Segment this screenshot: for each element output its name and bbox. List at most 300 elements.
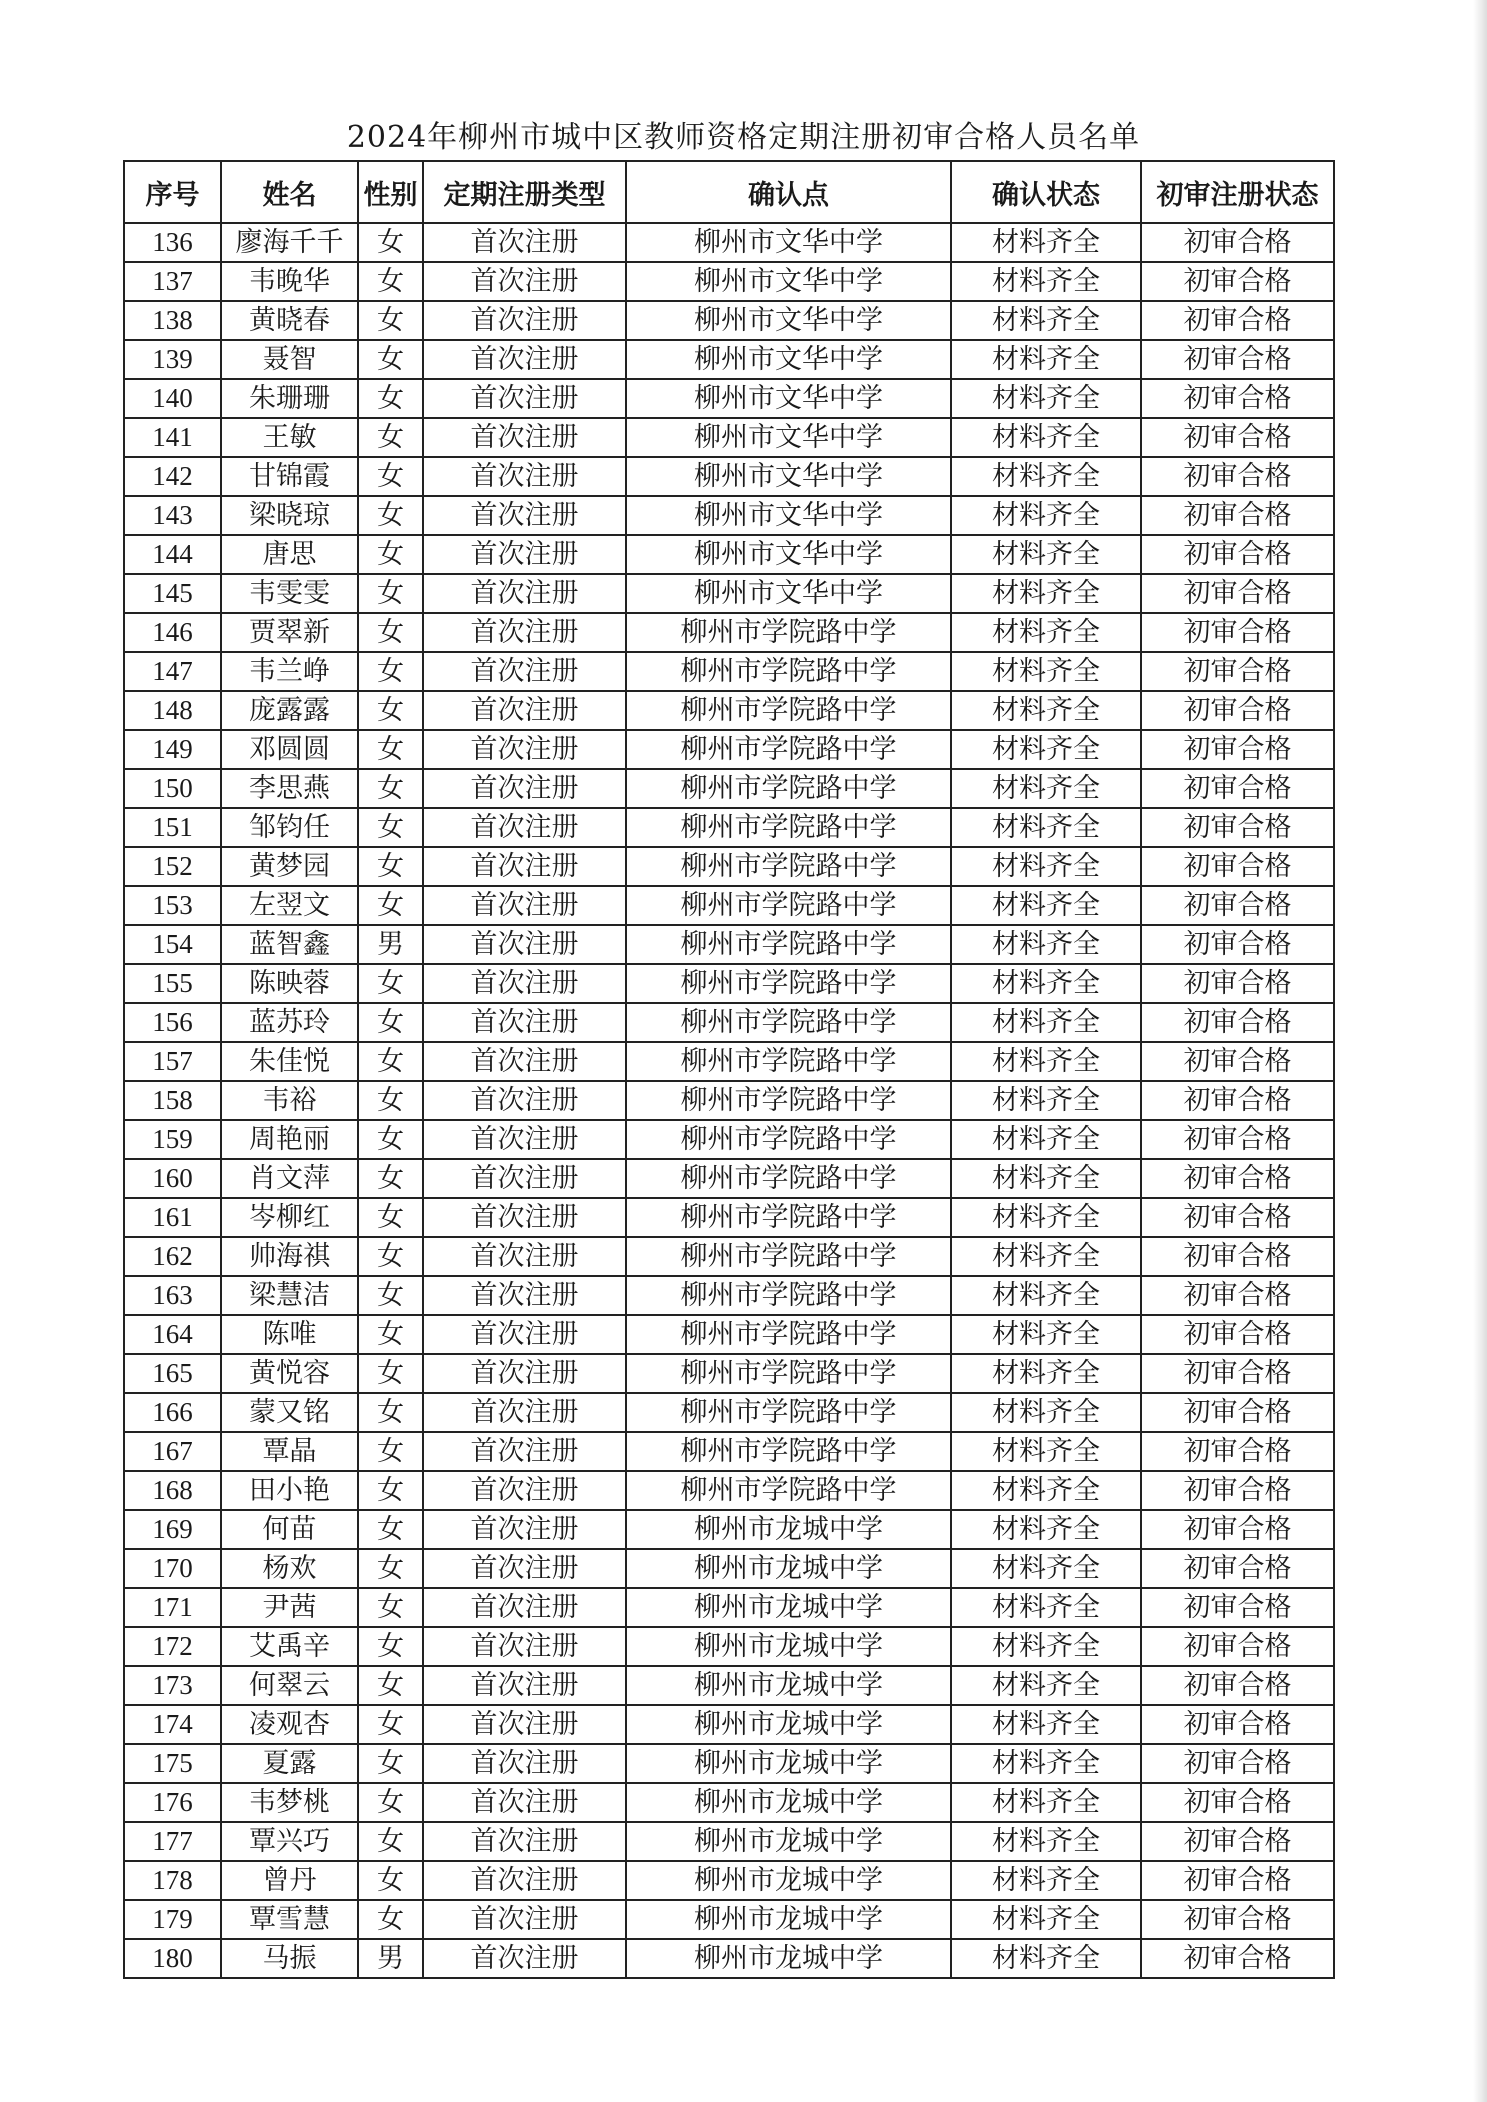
gender-cell: 女 bbox=[358, 1900, 423, 1939]
table-row bbox=[124, 418, 1334, 457]
registration-type-cell: 首次注册 bbox=[423, 613, 626, 652]
confirmation-status-cell: 材料齐全 bbox=[951, 1003, 1141, 1042]
confirmation-status-cell: 材料齐全 bbox=[951, 652, 1141, 691]
registration-type-cell: 首次注册 bbox=[423, 1939, 626, 1978]
confirmation-status-cell: 材料齐全 bbox=[951, 1900, 1141, 1939]
registration-type-cell: 首次注册 bbox=[423, 1432, 626, 1471]
gender-cell: 女 bbox=[358, 1744, 423, 1783]
review-status-cell: 初审合格 bbox=[1141, 691, 1334, 730]
header-registration-type: 定期注册类型 bbox=[423, 161, 626, 223]
gender-cell: 女 bbox=[358, 964, 423, 1003]
confirmation-status-cell: 材料齐全 bbox=[951, 691, 1141, 730]
serial-number-cell: 161 bbox=[124, 1198, 221, 1237]
gender-cell: 女 bbox=[358, 1120, 423, 1159]
registration-type-cell: 首次注册 bbox=[423, 1003, 626, 1042]
serial-number-cell: 148 bbox=[124, 691, 221, 730]
review-status-cell: 初审合格 bbox=[1141, 1432, 1334, 1471]
confirmation-status-cell: 材料齐全 bbox=[951, 223, 1141, 262]
confirmation-site-cell: 柳州市学院路中学 bbox=[626, 1081, 951, 1120]
confirmation-status-cell: 材料齐全 bbox=[951, 1471, 1141, 1510]
table-row bbox=[124, 1666, 1334, 1705]
review-status-cell: 初审合格 bbox=[1141, 1783, 1334, 1822]
registration-type-cell: 首次注册 bbox=[423, 652, 626, 691]
name-cell: 蓝苏玲 bbox=[221, 1003, 358, 1042]
serial-number-cell: 149 bbox=[124, 730, 221, 769]
registration-type-cell: 首次注册 bbox=[423, 691, 626, 730]
review-status-cell: 初审合格 bbox=[1141, 379, 1334, 418]
gender-cell: 女 bbox=[358, 1354, 423, 1393]
document-title: 2024年柳州市城中区教师资格定期注册初审合格人员名单 bbox=[346, 120, 1141, 155]
confirmation-status-cell: 材料齐全 bbox=[951, 1744, 1141, 1783]
review-status-cell: 初审合格 bbox=[1141, 1315, 1334, 1354]
confirmation-status-cell: 材料齐全 bbox=[951, 886, 1141, 925]
gender-cell: 女 bbox=[358, 886, 423, 925]
table-row bbox=[124, 574, 1334, 613]
registration-type-cell: 首次注册 bbox=[423, 1081, 626, 1120]
name-cell: 覃雪慧 bbox=[221, 1900, 358, 1939]
name-cell: 王敏 bbox=[221, 418, 358, 457]
name-cell: 何翠云 bbox=[221, 1666, 358, 1705]
confirmation-status-cell: 材料齐全 bbox=[951, 730, 1141, 769]
confirmation-status-cell: 材料齐全 bbox=[951, 1666, 1141, 1705]
registration-type-cell: 首次注册 bbox=[423, 1237, 626, 1276]
header-gender: 性别 bbox=[358, 161, 423, 223]
confirmation-status-cell: 材料齐全 bbox=[951, 1549, 1141, 1588]
serial-number-cell: 162 bbox=[124, 1237, 221, 1276]
name-cell: 庞露露 bbox=[221, 691, 358, 730]
confirmation-site-cell: 柳州市龙城中学 bbox=[626, 1588, 951, 1627]
review-status-cell: 初审合格 bbox=[1141, 1510, 1334, 1549]
name-cell: 朱珊珊 bbox=[221, 379, 358, 418]
serial-number-cell: 151 bbox=[124, 808, 221, 847]
serial-number-cell: 166 bbox=[124, 1393, 221, 1432]
review-status-cell: 初审合格 bbox=[1141, 457, 1334, 496]
table-row bbox=[124, 1237, 1334, 1276]
serial-number-cell: 158 bbox=[124, 1081, 221, 1120]
confirmation-status-cell: 材料齐全 bbox=[951, 535, 1141, 574]
table-row bbox=[124, 340, 1334, 379]
confirmation-status-cell: 材料齐全 bbox=[951, 1042, 1141, 1081]
confirmation-site-cell: 柳州市龙城中学 bbox=[626, 1666, 951, 1705]
confirmation-status-cell: 材料齐全 bbox=[951, 1081, 1141, 1120]
name-cell: 岑柳红 bbox=[221, 1198, 358, 1237]
registration-type-cell: 首次注册 bbox=[423, 1666, 626, 1705]
name-cell: 杨欢 bbox=[221, 1549, 358, 1588]
confirmation-status-cell: 材料齐全 bbox=[951, 964, 1141, 1003]
confirmation-site-cell: 柳州市学院路中学 bbox=[626, 1198, 951, 1237]
review-status-cell: 初审合格 bbox=[1141, 1705, 1334, 1744]
name-cell: 蒙又铭 bbox=[221, 1393, 358, 1432]
confirmation-site-cell: 柳州市龙城中学 bbox=[626, 1627, 951, 1666]
table-row bbox=[124, 1120, 1334, 1159]
gender-cell: 女 bbox=[358, 1822, 423, 1861]
confirmation-site-cell: 柳州市学院路中学 bbox=[626, 1159, 951, 1198]
confirmation-status-cell: 材料齐全 bbox=[951, 613, 1141, 652]
confirmation-site-cell: 柳州市文华中学 bbox=[626, 457, 951, 496]
registration-type-cell: 首次注册 bbox=[423, 262, 626, 301]
confirmation-site-cell: 柳州市龙城中学 bbox=[626, 1822, 951, 1861]
registration-type-cell: 首次注册 bbox=[423, 379, 626, 418]
confirmation-site-cell: 柳州市龙城中学 bbox=[626, 1744, 951, 1783]
header-name: 姓名 bbox=[221, 161, 358, 223]
gender-cell: 女 bbox=[358, 418, 423, 457]
gender-cell: 女 bbox=[358, 340, 423, 379]
gender-cell: 女 bbox=[358, 769, 423, 808]
header-confirmation-site: 确认点 bbox=[626, 161, 951, 223]
table-row bbox=[124, 1471, 1334, 1510]
name-cell: 甘锦霞 bbox=[221, 457, 358, 496]
registration-type-cell: 首次注册 bbox=[423, 1159, 626, 1198]
name-cell: 夏露 bbox=[221, 1744, 358, 1783]
header-row bbox=[124, 161, 1334, 223]
gender-cell: 女 bbox=[358, 1432, 423, 1471]
table-row bbox=[124, 1861, 1334, 1900]
confirmation-status-cell: 材料齐全 bbox=[951, 1237, 1141, 1276]
name-cell: 李思燕 bbox=[221, 769, 358, 808]
table-row bbox=[124, 1939, 1334, 1978]
registration-type-cell: 首次注册 bbox=[423, 1822, 626, 1861]
confirmation-site-cell: 柳州市学院路中学 bbox=[626, 1003, 951, 1042]
review-status-cell: 初审合格 bbox=[1141, 1822, 1334, 1861]
registration-type-cell: 首次注册 bbox=[423, 730, 626, 769]
table-body bbox=[124, 223, 1334, 1978]
registration-type-cell: 首次注册 bbox=[423, 1198, 626, 1237]
serial-number-cell: 168 bbox=[124, 1471, 221, 1510]
review-status-cell: 初审合格 bbox=[1141, 418, 1334, 457]
review-status-cell: 初审合格 bbox=[1141, 1198, 1334, 1237]
confirmation-site-cell: 柳州市龙城中学 bbox=[626, 1510, 951, 1549]
serial-number-cell: 173 bbox=[124, 1666, 221, 1705]
review-status-cell: 初审合格 bbox=[1141, 535, 1334, 574]
table-row bbox=[124, 886, 1334, 925]
gender-cell: 女 bbox=[358, 1627, 423, 1666]
review-status-cell: 初审合格 bbox=[1141, 1549, 1334, 1588]
gender-cell: 女 bbox=[358, 1549, 423, 1588]
confirmation-status-cell: 材料齐全 bbox=[951, 379, 1141, 418]
table-row bbox=[124, 301, 1334, 340]
confirmation-site-cell: 柳州市文华中学 bbox=[626, 574, 951, 613]
confirmation-site-cell: 柳州市龙城中学 bbox=[626, 1861, 951, 1900]
header-confirmation-status: 确认状态 bbox=[951, 161, 1141, 223]
confirmation-status-cell: 材料齐全 bbox=[951, 808, 1141, 847]
table-row bbox=[124, 457, 1334, 496]
name-cell: 左翌文 bbox=[221, 886, 358, 925]
review-status-cell: 初审合格 bbox=[1141, 1393, 1334, 1432]
review-status-cell: 初审合格 bbox=[1141, 340, 1334, 379]
confirmation-site-cell: 柳州市学院路中学 bbox=[626, 1315, 951, 1354]
confirmation-site-cell: 柳州市文华中学 bbox=[626, 223, 951, 262]
registration-type-cell: 首次注册 bbox=[423, 1276, 626, 1315]
confirmation-site-cell: 柳州市学院路中学 bbox=[626, 730, 951, 769]
serial-number-cell: 176 bbox=[124, 1783, 221, 1822]
confirmation-site-cell: 柳州市学院路中学 bbox=[626, 886, 951, 925]
gender-cell: 女 bbox=[358, 1042, 423, 1081]
name-cell: 尹茜 bbox=[221, 1588, 358, 1627]
confirmation-site-cell: 柳州市龙城中学 bbox=[626, 1783, 951, 1822]
confirmation-site-cell: 柳州市龙城中学 bbox=[626, 1705, 951, 1744]
name-cell: 陈映蓉 bbox=[221, 964, 358, 1003]
scan-edge-shadow bbox=[1473, 0, 1487, 2102]
table-row bbox=[124, 964, 1334, 1003]
gender-cell: 女 bbox=[358, 1588, 423, 1627]
confirmation-site-cell: 柳州市文华中学 bbox=[626, 535, 951, 574]
name-cell: 韦梦桃 bbox=[221, 1783, 358, 1822]
review-status-cell: 初审合格 bbox=[1141, 223, 1334, 262]
review-status-cell: 初审合格 bbox=[1141, 1588, 1334, 1627]
confirmation-site-cell: 柳州市龙城中学 bbox=[626, 1549, 951, 1588]
confirmation-site-cell: 柳州市文华中学 bbox=[626, 379, 951, 418]
table-row bbox=[124, 1510, 1334, 1549]
confirmation-site-cell: 柳州市学院路中学 bbox=[626, 1393, 951, 1432]
review-status-cell: 初审合格 bbox=[1141, 1276, 1334, 1315]
gender-cell: 女 bbox=[358, 574, 423, 613]
review-status-cell: 初审合格 bbox=[1141, 1939, 1334, 1978]
table-row bbox=[124, 262, 1334, 301]
table-row bbox=[124, 1354, 1334, 1393]
confirmation-status-cell: 材料齐全 bbox=[951, 574, 1141, 613]
confirmation-site-cell: 柳州市文华中学 bbox=[626, 418, 951, 457]
serial-number-cell: 163 bbox=[124, 1276, 221, 1315]
serial-number-cell: 142 bbox=[124, 457, 221, 496]
serial-number-cell: 170 bbox=[124, 1549, 221, 1588]
table-row bbox=[124, 379, 1334, 418]
serial-number-cell: 157 bbox=[124, 1042, 221, 1081]
review-status-cell: 初审合格 bbox=[1141, 730, 1334, 769]
gender-cell: 女 bbox=[358, 1861, 423, 1900]
registration-type-cell: 首次注册 bbox=[423, 418, 626, 457]
serial-number-cell: 172 bbox=[124, 1627, 221, 1666]
review-status-cell: 初审合格 bbox=[1141, 1471, 1334, 1510]
name-cell: 梁晓琼 bbox=[221, 496, 358, 535]
table-row bbox=[124, 1042, 1334, 1081]
review-status-cell: 初审合格 bbox=[1141, 1861, 1334, 1900]
confirmation-site-cell: 柳州市学院路中学 bbox=[626, 691, 951, 730]
review-status-cell: 初审合格 bbox=[1141, 1003, 1334, 1042]
confirmation-status-cell: 材料齐全 bbox=[951, 1276, 1141, 1315]
name-cell: 肖文萍 bbox=[221, 1159, 358, 1198]
name-cell: 邓圆圆 bbox=[221, 730, 358, 769]
registration-type-cell: 首次注册 bbox=[423, 1861, 626, 1900]
name-cell: 朱佳悦 bbox=[221, 1042, 358, 1081]
confirmation-site-cell: 柳州市学院路中学 bbox=[626, 613, 951, 652]
serial-number-cell: 138 bbox=[124, 301, 221, 340]
table-row bbox=[124, 925, 1334, 964]
gender-cell: 女 bbox=[358, 1003, 423, 1042]
gender-cell: 女 bbox=[358, 223, 423, 262]
registration-type-cell: 首次注册 bbox=[423, 1744, 626, 1783]
gender-cell: 女 bbox=[358, 1237, 423, 1276]
table-row bbox=[124, 1744, 1334, 1783]
gender-cell: 女 bbox=[358, 808, 423, 847]
review-status-cell: 初审合格 bbox=[1141, 886, 1334, 925]
name-cell: 廖海千千 bbox=[221, 223, 358, 262]
confirmation-site-cell: 柳州市学院路中学 bbox=[626, 1276, 951, 1315]
registration-type-cell: 首次注册 bbox=[423, 925, 626, 964]
review-status-cell: 初审合格 bbox=[1141, 1900, 1334, 1939]
gender-cell: 女 bbox=[358, 847, 423, 886]
confirmation-site-cell: 柳州市文华中学 bbox=[626, 496, 951, 535]
confirmation-status-cell: 材料齐全 bbox=[951, 847, 1141, 886]
table-row bbox=[124, 223, 1334, 262]
confirmation-status-cell: 材料齐全 bbox=[951, 340, 1141, 379]
review-status-cell: 初审合格 bbox=[1141, 1159, 1334, 1198]
serial-number-cell: 147 bbox=[124, 652, 221, 691]
review-status-cell: 初审合格 bbox=[1141, 1666, 1334, 1705]
gender-cell: 女 bbox=[358, 496, 423, 535]
registration-type-cell: 首次注册 bbox=[423, 1900, 626, 1939]
serial-number-cell: 180 bbox=[124, 1939, 221, 1978]
gender-cell: 女 bbox=[358, 1276, 423, 1315]
confirmation-status-cell: 材料齐全 bbox=[951, 496, 1141, 535]
table-row bbox=[124, 1588, 1334, 1627]
confirmation-site-cell: 柳州市学院路中学 bbox=[626, 1471, 951, 1510]
name-cell: 韦兰峥 bbox=[221, 652, 358, 691]
registration-type-cell: 首次注册 bbox=[423, 1627, 626, 1666]
table-row bbox=[124, 1432, 1334, 1471]
name-cell: 黄晓春 bbox=[221, 301, 358, 340]
review-status-cell: 初审合格 bbox=[1141, 1042, 1334, 1081]
registration-type-cell: 首次注册 bbox=[423, 1354, 626, 1393]
confirmation-site-cell: 柳州市学院路中学 bbox=[626, 652, 951, 691]
gender-cell: 女 bbox=[358, 535, 423, 574]
gender-cell: 女 bbox=[358, 1510, 423, 1549]
name-cell: 曾丹 bbox=[221, 1861, 358, 1900]
table-row bbox=[124, 1159, 1334, 1198]
review-status-cell: 初审合格 bbox=[1141, 808, 1334, 847]
name-cell: 黄悦容 bbox=[221, 1354, 358, 1393]
table-row bbox=[124, 1549, 1334, 1588]
gender-cell: 女 bbox=[358, 301, 423, 340]
confirmation-status-cell: 材料齐全 bbox=[951, 1198, 1141, 1237]
table-row bbox=[124, 1276, 1334, 1315]
review-status-cell: 初审合格 bbox=[1141, 262, 1334, 301]
registration-type-cell: 首次注册 bbox=[423, 964, 626, 1003]
review-status-cell: 初审合格 bbox=[1141, 1354, 1334, 1393]
name-cell: 蓝智鑫 bbox=[221, 925, 358, 964]
gender-cell: 女 bbox=[358, 379, 423, 418]
table-row bbox=[124, 730, 1334, 769]
confirmation-status-cell: 材料齐全 bbox=[951, 1315, 1141, 1354]
name-cell: 邹钧任 bbox=[221, 808, 358, 847]
serial-number-cell: 171 bbox=[124, 1588, 221, 1627]
registration-type-cell: 首次注册 bbox=[423, 1510, 626, 1549]
confirmation-status-cell: 材料齐全 bbox=[951, 1354, 1141, 1393]
serial-number-cell: 164 bbox=[124, 1315, 221, 1354]
name-cell: 梁慧洁 bbox=[221, 1276, 358, 1315]
table-row bbox=[124, 496, 1334, 535]
confirmation-status-cell: 材料齐全 bbox=[951, 1510, 1141, 1549]
name-cell: 何苗 bbox=[221, 1510, 358, 1549]
gender-cell: 男 bbox=[358, 925, 423, 964]
table-row bbox=[124, 1393, 1334, 1432]
confirmation-status-cell: 材料齐全 bbox=[951, 1822, 1141, 1861]
name-cell: 田小艳 bbox=[221, 1471, 358, 1510]
review-status-cell: 初审合格 bbox=[1141, 1744, 1334, 1783]
gender-cell: 女 bbox=[358, 1705, 423, 1744]
serial-number-cell: 156 bbox=[124, 1003, 221, 1042]
registration-type-cell: 首次注册 bbox=[423, 535, 626, 574]
serial-number-cell: 140 bbox=[124, 379, 221, 418]
registration-type-cell: 首次注册 bbox=[423, 1549, 626, 1588]
gender-cell: 女 bbox=[358, 1198, 423, 1237]
name-cell: 凌观杏 bbox=[221, 1705, 358, 1744]
confirmation-status-cell: 材料齐全 bbox=[951, 1783, 1141, 1822]
serial-number-cell: 154 bbox=[124, 925, 221, 964]
name-cell: 聂智 bbox=[221, 340, 358, 379]
registration-type-cell: 首次注册 bbox=[423, 769, 626, 808]
name-cell: 陈唯 bbox=[221, 1315, 358, 1354]
registration-type-cell: 首次注册 bbox=[423, 574, 626, 613]
review-status-cell: 初审合格 bbox=[1141, 847, 1334, 886]
review-status-cell: 初审合格 bbox=[1141, 652, 1334, 691]
confirmation-status-cell: 材料齐全 bbox=[951, 1159, 1141, 1198]
confirmation-site-cell: 柳州市学院路中学 bbox=[626, 1042, 951, 1081]
serial-number-cell: 178 bbox=[124, 1861, 221, 1900]
table-row bbox=[124, 1900, 1334, 1939]
gender-cell: 女 bbox=[358, 1393, 423, 1432]
table-row bbox=[124, 691, 1334, 730]
gender-cell: 女 bbox=[358, 1471, 423, 1510]
serial-number-cell: 155 bbox=[124, 964, 221, 1003]
table-row bbox=[124, 1822, 1334, 1861]
registration-type-cell: 首次注册 bbox=[423, 847, 626, 886]
gender-cell: 男 bbox=[358, 1939, 423, 1978]
registration-type-cell: 首次注册 bbox=[423, 1120, 626, 1159]
name-cell: 黄梦园 bbox=[221, 847, 358, 886]
registration-type-cell: 首次注册 bbox=[423, 496, 626, 535]
review-status-cell: 初审合格 bbox=[1141, 964, 1334, 1003]
header-serial-number: 序号 bbox=[124, 161, 221, 223]
confirmation-site-cell: 柳州市学院路中学 bbox=[626, 964, 951, 1003]
registration-type-cell: 首次注册 bbox=[423, 301, 626, 340]
confirmation-site-cell: 柳州市文华中学 bbox=[626, 262, 951, 301]
serial-number-cell: 144 bbox=[124, 535, 221, 574]
serial-number-cell: 150 bbox=[124, 769, 221, 808]
confirmation-status-cell: 材料齐全 bbox=[951, 1627, 1141, 1666]
table-header bbox=[124, 161, 1334, 223]
serial-number-cell: 167 bbox=[124, 1432, 221, 1471]
review-status-cell: 初审合格 bbox=[1141, 574, 1334, 613]
review-status-cell: 初审合格 bbox=[1141, 925, 1334, 964]
serial-number-cell: 174 bbox=[124, 1705, 221, 1744]
gender-cell: 女 bbox=[358, 1315, 423, 1354]
confirmation-site-cell: 柳州市学院路中学 bbox=[626, 925, 951, 964]
table-row bbox=[124, 1705, 1334, 1744]
review-status-cell: 初审合格 bbox=[1141, 613, 1334, 652]
table-row bbox=[124, 847, 1334, 886]
table-row bbox=[124, 535, 1334, 574]
serial-number-cell: 146 bbox=[124, 613, 221, 652]
confirmation-status-cell: 材料齐全 bbox=[951, 1432, 1141, 1471]
review-status-cell: 初审合格 bbox=[1141, 496, 1334, 535]
confirmation-site-cell: 柳州市龙城中学 bbox=[626, 1939, 951, 1978]
registration-type-cell: 首次注册 bbox=[423, 886, 626, 925]
registration-type-cell: 首次注册 bbox=[423, 1705, 626, 1744]
gender-cell: 女 bbox=[358, 1159, 423, 1198]
table-row bbox=[124, 1081, 1334, 1120]
review-status-cell: 初审合格 bbox=[1141, 1120, 1334, 1159]
serial-number-cell: 137 bbox=[124, 262, 221, 301]
gender-cell: 女 bbox=[358, 457, 423, 496]
name-cell: 帅海祺 bbox=[221, 1237, 358, 1276]
serial-number-cell: 139 bbox=[124, 340, 221, 379]
table-row bbox=[124, 1783, 1334, 1822]
table-row bbox=[124, 613, 1334, 652]
gender-cell: 女 bbox=[358, 652, 423, 691]
registration-type-cell: 首次注册 bbox=[423, 340, 626, 379]
confirmation-site-cell: 柳州市学院路中学 bbox=[626, 1354, 951, 1393]
confirmation-status-cell: 材料齐全 bbox=[951, 1861, 1141, 1900]
